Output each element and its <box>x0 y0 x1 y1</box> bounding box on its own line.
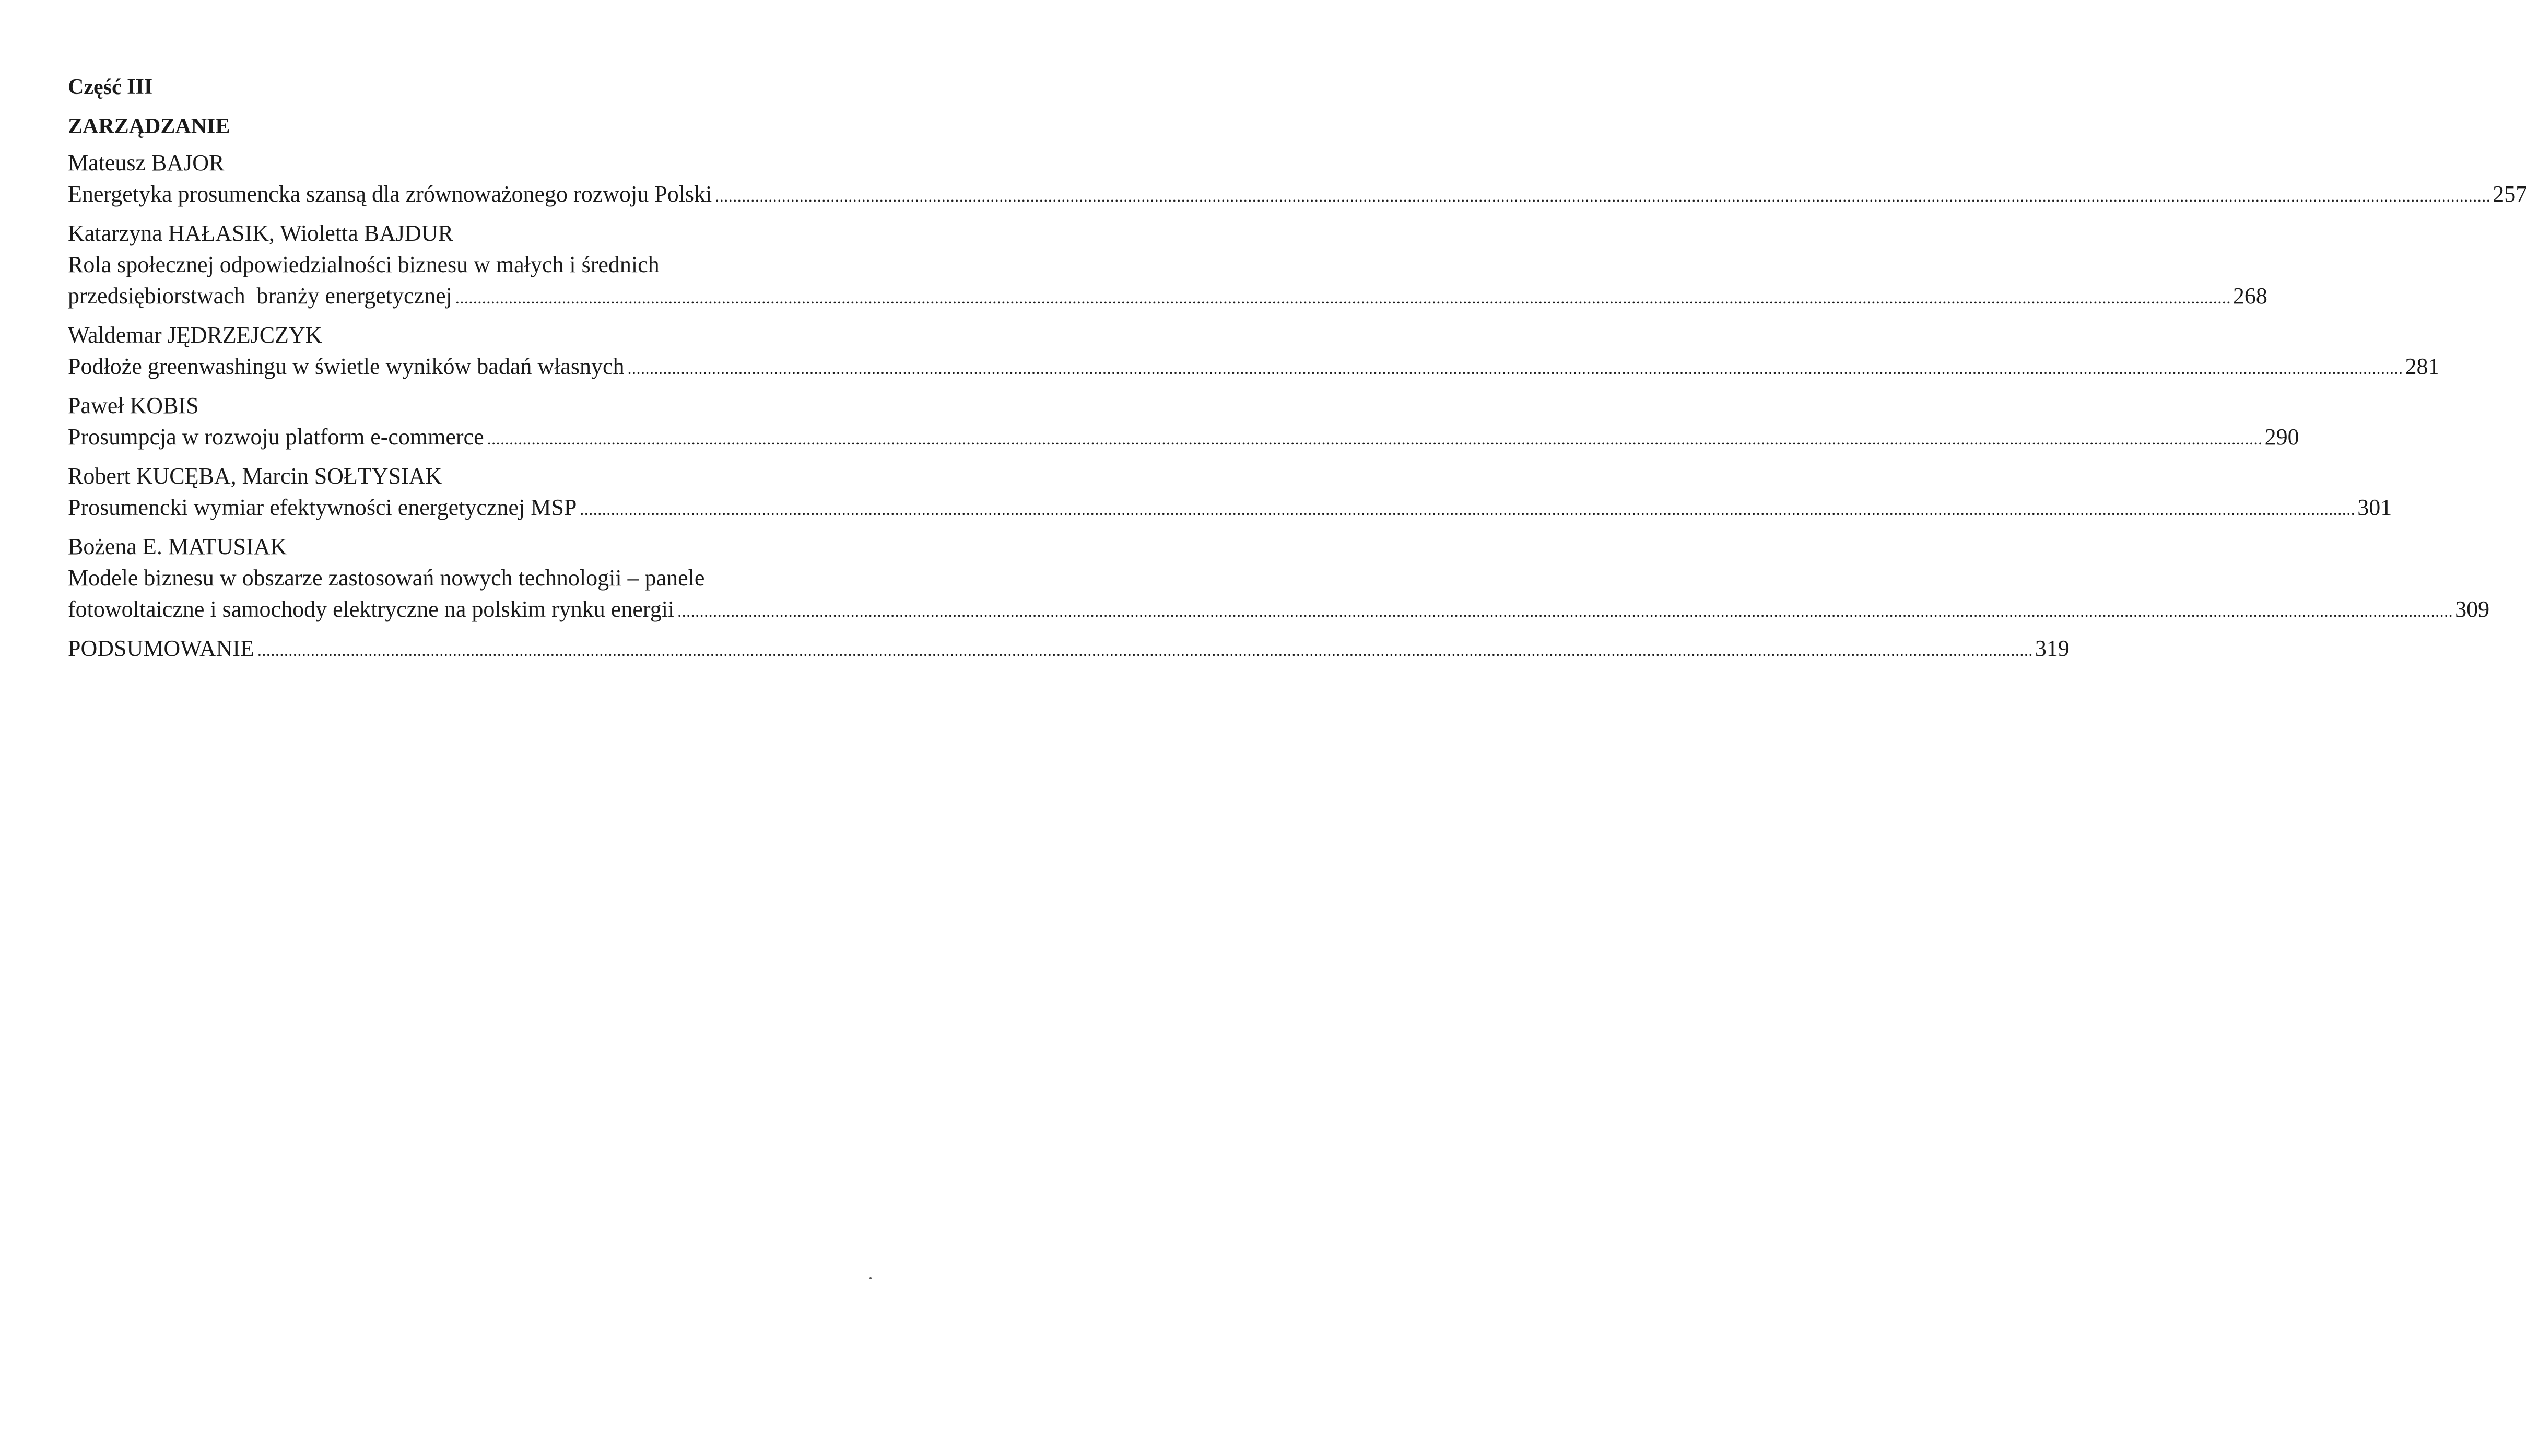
dot-leader: ................................................................................................................................................................................................................................................................................................................................................................................................................ <box>487 429 2263 448</box>
toc-summary-entry <box>68 633 2070 666</box>
entry-title-line <box>68 179 2527 212</box>
toc-entry <box>68 461 2392 525</box>
entry-title: przedsiębiorstwach branży energetycznej <box>68 283 452 309</box>
toc-entry <box>68 218 2267 313</box>
dot-leader: ................................................................................................................................................................................................................................................................................................................................................................................................................ <box>455 288 2231 307</box>
entry-title: Podłoże greenwashingu w świetle wyników badań własnych <box>68 354 625 379</box>
entry-page-number: 309 <box>2455 596 2490 622</box>
entry-title-line <box>68 280 2267 313</box>
entry-page-number: 281 <box>2405 354 2440 379</box>
summary-label: PODSUMOWANIE <box>68 636 254 661</box>
toc-entry <box>68 390 2299 454</box>
entry-title: Prosumencki wymiar efektywności energetycznej MSP <box>68 495 577 520</box>
entry-authors: Paweł KOBIS <box>68 393 199 418</box>
section-title: ZARZĄDZANIE <box>68 114 230 138</box>
dot-leader: ................................................................................................................................................................................................................................................................................................................................................................................................................ <box>677 602 2453 620</box>
toc-entry <box>68 147 2527 212</box>
part-label: Część III <box>68 75 153 99</box>
entry-authors: Robert KUCĘBA, Marcin SOŁTYSIAK <box>68 463 442 489</box>
entry-title-line <box>68 351 2440 384</box>
entry-title-first-line: Modele biznesu w obszarze zastosowań nowych technologii – panele <box>68 565 705 591</box>
toc-entry <box>68 320 2440 384</box>
entry-authors: Bożena E. MATUSIAK <box>68 534 287 559</box>
scan-speck <box>869 1277 872 1279</box>
entry-title-line <box>68 421 2299 454</box>
entry-title-line <box>68 492 2392 525</box>
entry-title: fotowoltaiczne i samochody elektryczne na polskim rynku energii <box>68 596 675 622</box>
entry-page-number: 268 <box>2232 283 2267 309</box>
entry-title: Energetyka prosumencka szansą dla zrównoważonego rozwoju Polski <box>68 181 712 207</box>
entry-page-number: 290 <box>2264 424 2299 450</box>
entry-page-number: 257 <box>2493 181 2527 207</box>
dot-leader: ................................................................................................................................................................................................................................................................................................................................................................................................................ <box>257 641 2033 660</box>
summary-page-number: 319 <box>2035 636 2070 661</box>
dot-leader: ................................................................................................................................................................................................................................................................................................................................................................................................................ <box>715 186 2491 205</box>
entry-authors: Mateusz BAJOR <box>68 150 225 175</box>
table-of-contents <box>68 72 2527 672</box>
dot-leader: ................................................................................................................................................................................................................................................................................................................................................................................................................ <box>580 500 2356 519</box>
entry-page-number: 301 <box>2357 495 2392 520</box>
dot-leader: ................................................................................................................................................................................................................................................................................................................................................................................................................ <box>627 359 2403 378</box>
entry-authors: Katarzyna HAŁASIK, Wioletta BAJDUR <box>68 220 453 246</box>
entry-title-first-line: Rola społecznej odpowiedzialności biznesu w małych i średnich <box>68 252 660 277</box>
entry-title: Prosumpcja w rozwoju platform e-commerce <box>68 424 484 450</box>
entry-title-line <box>68 594 2490 627</box>
entry-authors: Waldemar JĘDRZEJCZYK <box>68 322 322 348</box>
toc-entry <box>68 531 2490 627</box>
summary-line <box>68 633 2070 666</box>
